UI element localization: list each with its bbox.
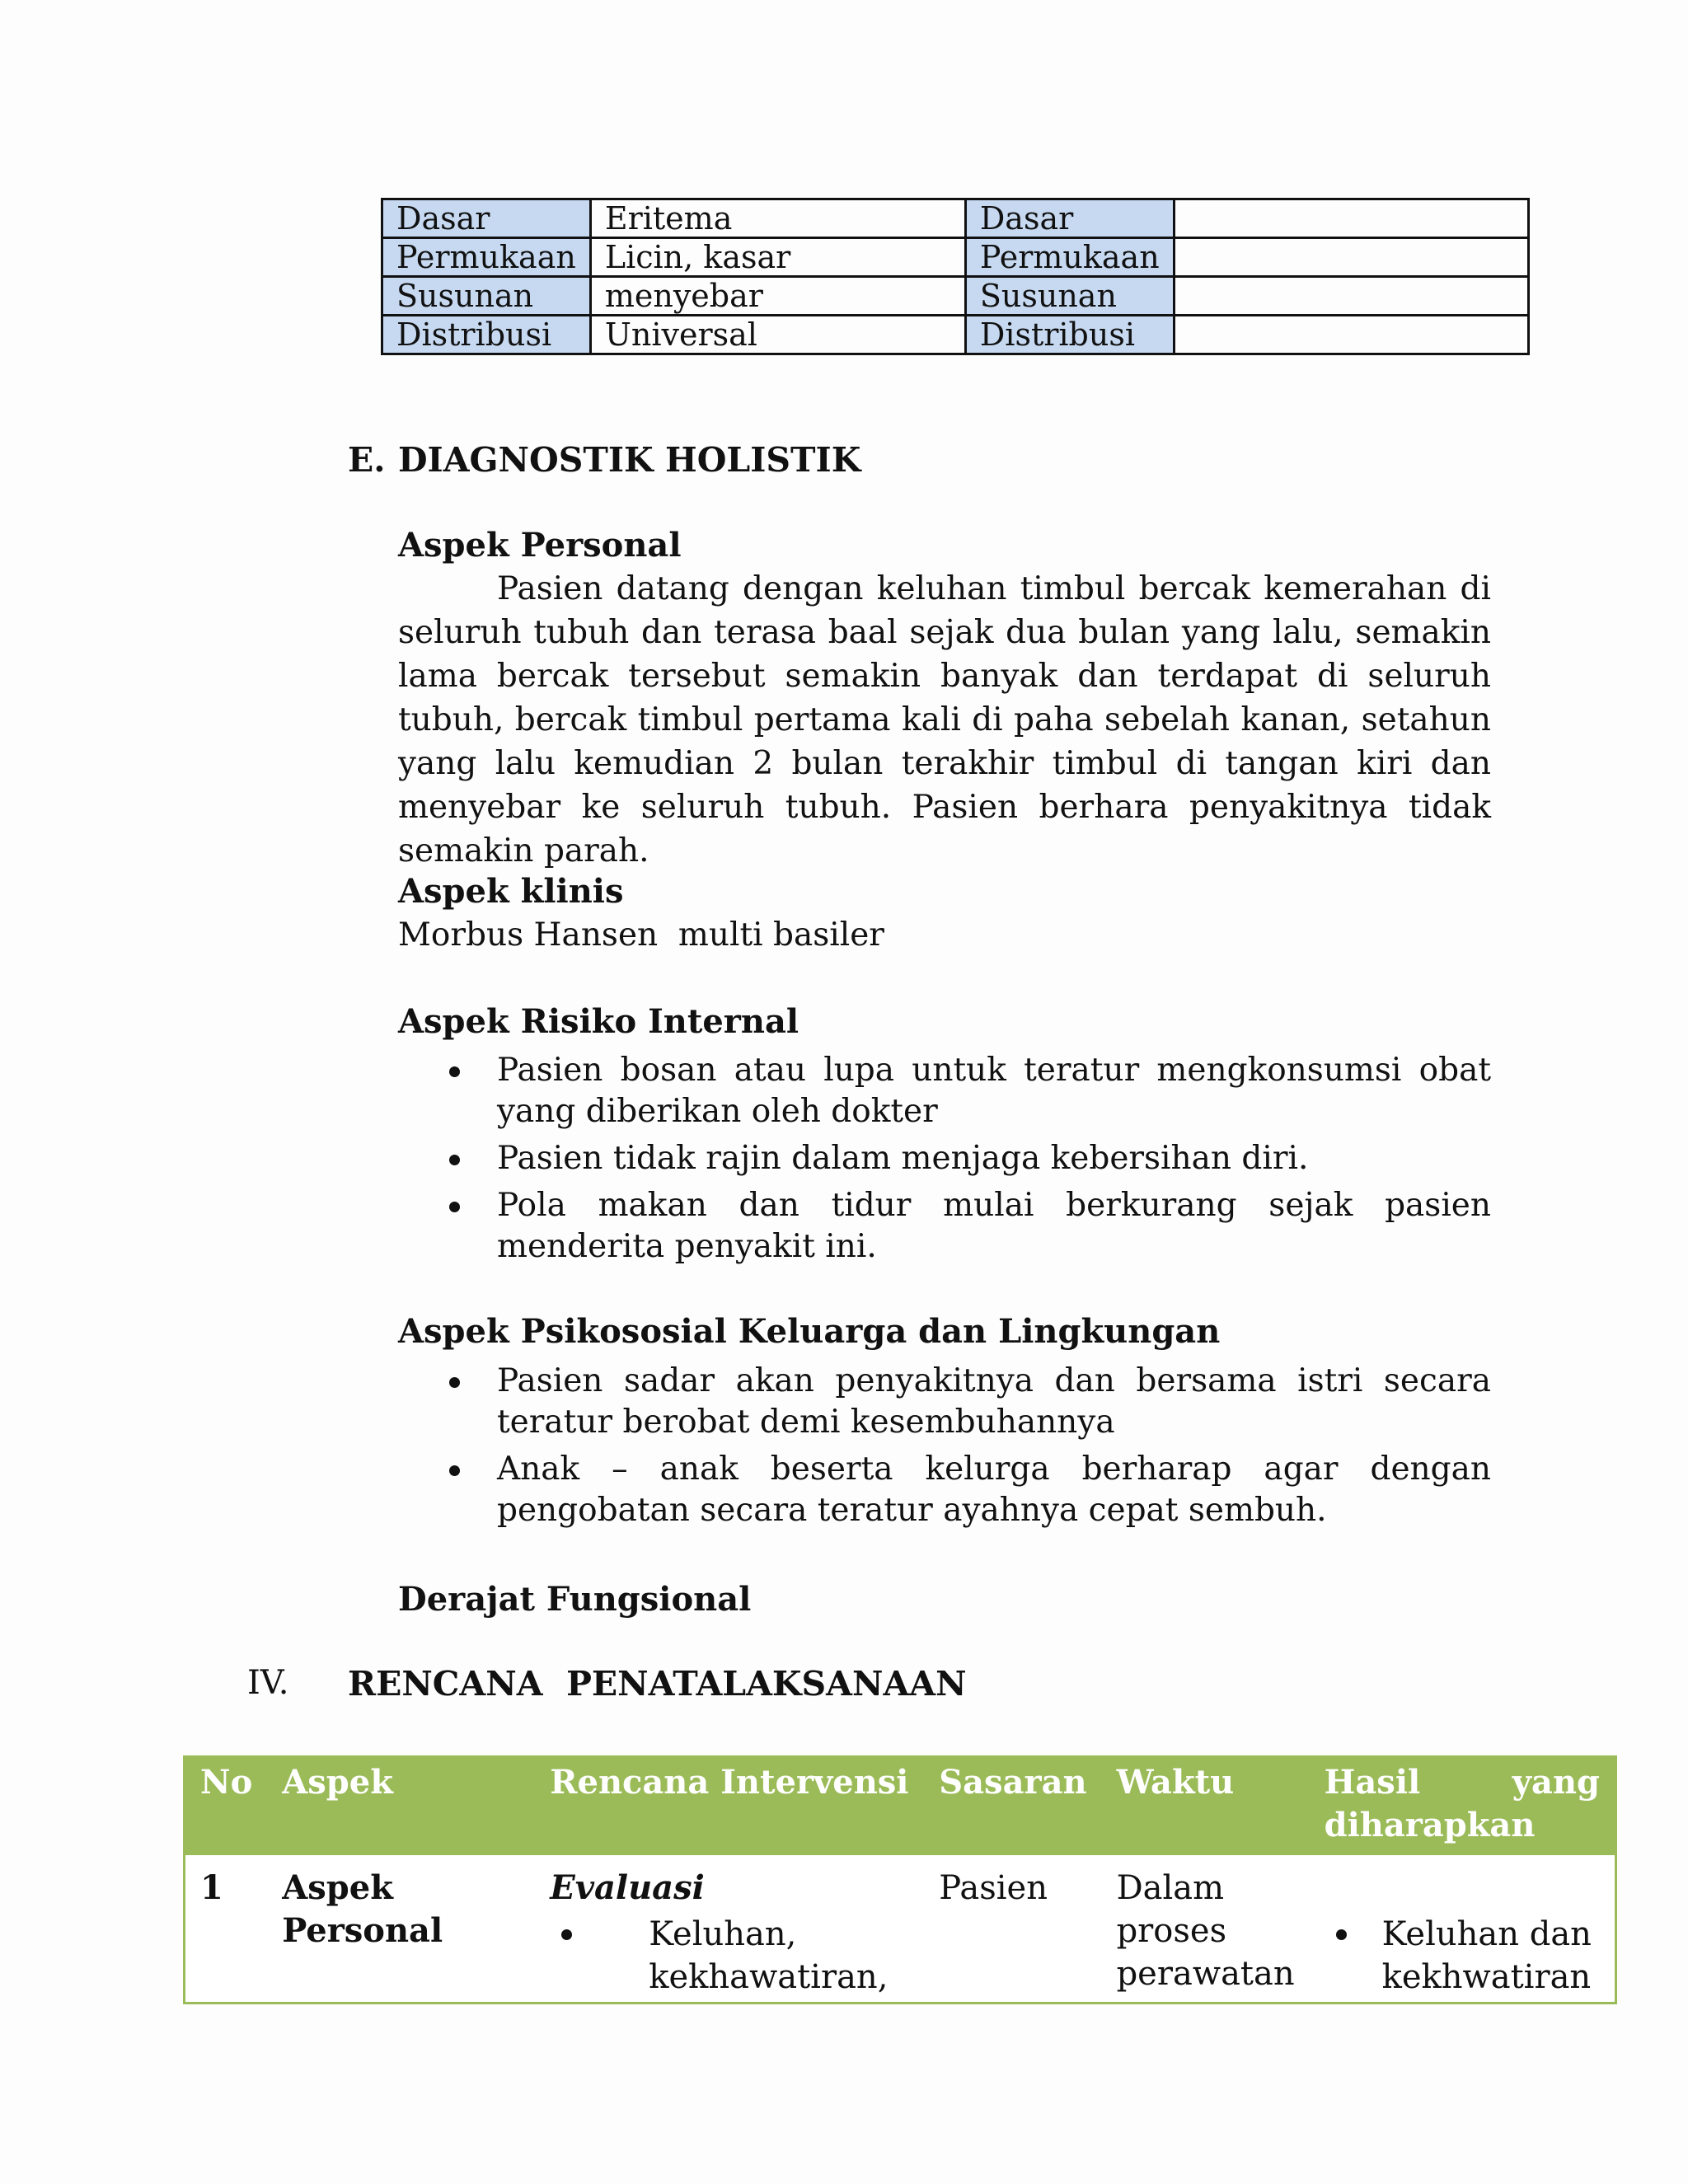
plan-hasil [1310,1855,1616,2004]
aspek-psikososial-heading: Aspek Psikososial Keluarga dan Lingkungan [398,1312,1221,1351]
table-row [185,1855,1616,2004]
section-iv-title: RENCANA PENATALAKSANAAN [348,1664,967,1704]
lesion-label: Susunan [382,277,591,316]
lesion-label: Dasar [382,199,591,238]
lesion-label-2: Susunan [965,277,1174,316]
list-item: Anak – anak beserta kelurga berharap agar dengan pengobatan secara teratur ayahnya cepat sembuh. [398,1449,1491,1531]
aspek-personal-heading: Aspek Personal [398,526,682,565]
plan-header-row [185,1757,1616,1856]
lesion-value: menyebar [590,277,965,316]
plan-aspek: Aspek Personal [267,1855,535,2004]
header-no: No [185,1757,268,1856]
header-hasil-word3: diharapkan [1324,1806,1536,1844]
plan-waktu: Dalam proses perawatan [1102,1855,1310,2004]
lesion-value: Universal [590,316,965,354]
derajat-heading: Derajat Fungsional [398,1580,752,1619]
aspek-risiko-heading: Aspek Risiko Internal [398,1002,799,1041]
table-row [382,316,1529,354]
list-item: Pasien sadar akan penyakitnya dan bersama istri secara teratur berobat demi kesembuhannya [398,1361,1491,1443]
lesion-value-2 [1174,277,1528,316]
table-row [382,238,1529,277]
risiko-list [398,1050,1491,1273]
header-aspek: Aspek [267,1757,535,1856]
plan-rencana [535,1855,924,2004]
psikososial-list [398,1361,1491,1537]
plan-hasil-bullet: Keluhan dan kekhwatiran [1325,1913,1600,1999]
aspek-klinis-text: Morbus Hansen multi basiler [398,916,884,954]
header-rencana: Rencana Intervensi [535,1757,924,1856]
lesion-value: Eritema [590,199,965,238]
table-row [382,277,1529,316]
aspek-personal-text: Pasien datang dengan keluhan timbul bercak kemerahan di seluruh tubuh dan terasa baal sejak dua bulan yang lalu, semakin lama bercak tersebut semakin banyak dan terdapat di seluruh tubuh, bercak timbul pertama kali di paha sebelah kanan, setahun yang lalu kemudian 2 bulan terakhir timbul di tangan kiri dan menyebar ke seluruh tubuh. Pasien berhara penyakitnya tidak semakin parah. [398,570,1491,869]
lesion-label: Distribusi [382,316,591,354]
plan-no: 1 [185,1855,268,2004]
plan-rencana-bullet: Keluhan, kekhawatiran, [550,1913,909,1999]
table-row [382,199,1529,238]
section-e-marker: E. [348,440,386,480]
plan-rencana-title: Evaluasi [550,1868,705,1907]
list-item: Pasien bosan atau lupa untuk teratur mengkonsumsi obat yang diberikan oleh dokter [398,1050,1491,1132]
lesion-label-2: Distribusi [965,316,1174,354]
header-sasaran: Sasaran [924,1757,1101,1856]
lesion-value: Licin, kasar [590,238,965,277]
list-item: Pola makan dan tidur mulai berkurang sejak pasien menderita penyakit ini. [398,1185,1491,1268]
plan-table [183,1755,1617,2004]
lesion-value-2 [1174,199,1528,238]
lesion-label-2: Dasar [965,199,1174,238]
lesion-label-2: Permukaan [965,238,1174,277]
header-hasil-word2: yang [1512,1763,1600,1802]
header-hasil-word1: Hasil [1324,1763,1421,1802]
lesion-value-2 [1174,238,1528,277]
section-e-title: DIAGNOSTIK HOLISTIK [398,440,861,480]
lesion-table [381,198,1530,355]
header-hasil [1310,1757,1616,1856]
header-waktu: Waktu [1102,1757,1310,1856]
list-item: Pasien tidak rajin dalam menjaga kebersihan diri. [398,1138,1491,1179]
section-iv-marker: IV. [247,1664,289,1702]
aspek-klinis-heading: Aspek klinis [398,872,624,911]
plan-sasaran: Pasien [924,1855,1101,2004]
lesion-label: Permukaan [382,238,591,277]
lesion-value-2 [1174,316,1528,354]
